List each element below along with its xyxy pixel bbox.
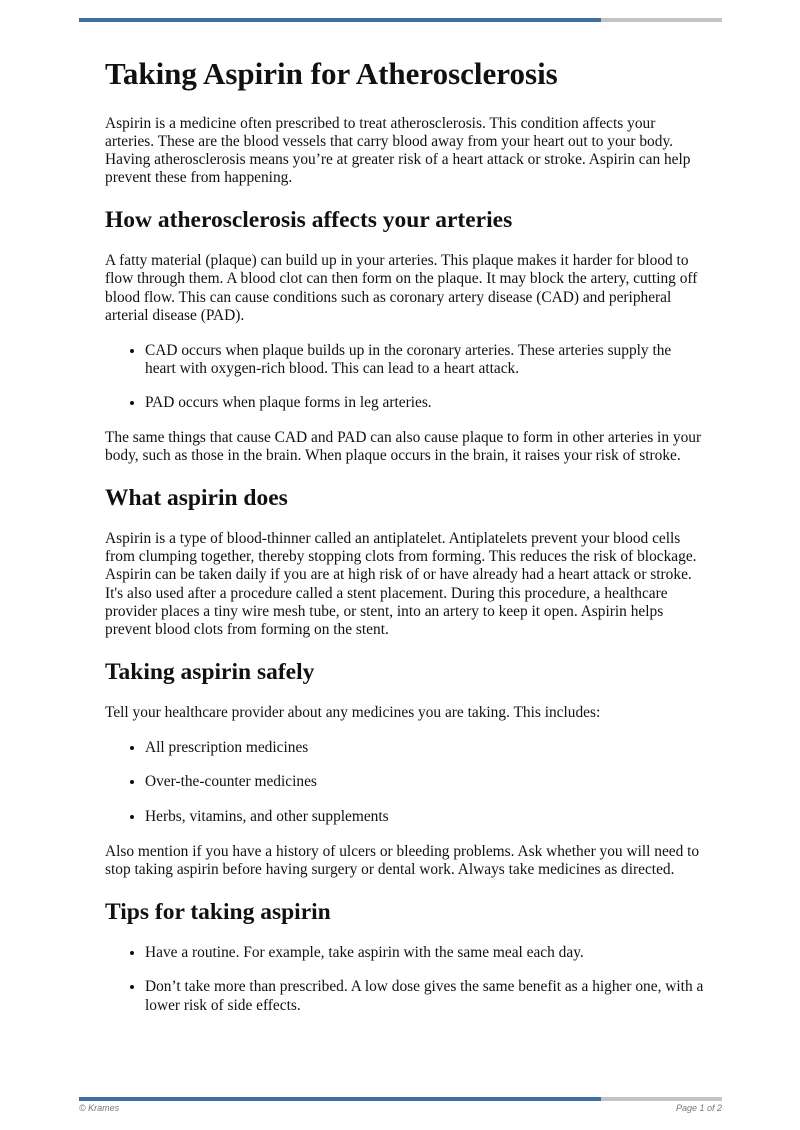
section-heading-arteries: How atherosclerosis affects your arteries — [105, 207, 513, 234]
intro-paragraph: Aspirin is a medicine often prescribed to treat atherosclerosis. This condition affects your arteries. These are the blood vessels that carry blood away from your heart out to your body. Having atherosclerosis means you’re at greater risk of a heart attack or stroke. Aspirin can help prevent these from happening. — [105, 115, 691, 187]
list-item: • Herbs, vitamins, and other supplements — [145, 808, 705, 826]
paragraph: The same things that cause CAD and PAD can also cause plaque to form in other arteries in your body, such as those in the brain. When plaque occurs in the brain, it raises your risk of stroke. — [105, 429, 702, 465]
document-body — [105, 52, 705, 1031]
paragraph: Tell your healthcare provider about any medicines you are taking. This includes: — [105, 703, 601, 721]
footer-copyright: © Krames — [79, 1103, 120, 1113]
paragraph: A fatty material (plaque) can build up in your arteries. This plaque makes it harder for blood to flow through them. A blood clot can then form on the plaque. It may block the artery, cutting off blood flow. This can cause conditions such as coronary artery disease (CAD) and peripheral arterial disease (PAD). — [105, 252, 698, 324]
section-heading-what-aspirin-does: What aspirin does — [105, 485, 288, 512]
paragraph: Aspirin is a type of blood-thinner called an antiplatelet. Antiplatelets prevent your blood cells from clumping together, thereby stopping clots from forming. This reduces the risk of blockage. Aspirin can be taken daily if you are at high risk of or have already had a heart attack or stroke. It's also used after a procedure called a stent placement. During this procedure, a healthcare provider places a tiny wire mesh tube, or stent, into an artery to keep it open. Aspirin helps prevent blood clots from forming on the stent. — [105, 530, 697, 638]
header-rule — [79, 18, 722, 22]
list-item: • All prescription medicines — [145, 739, 705, 757]
bullet-list — [105, 739, 705, 826]
header-rule-accent — [79, 18, 601, 22]
bullet-list — [105, 944, 705, 1015]
bullet-list — [105, 342, 705, 413]
paragraph: Also mention if you have a history of ulcers or bleeding problems. Ask whether you will need to stop taking aspirin before having surgery or dental work. Always take medicines as directed. — [105, 842, 700, 878]
header-rule-rest — [601, 18, 722, 22]
footer-rule-rest — [601, 1097, 722, 1101]
list-item: • PAD occurs when plaque forms in leg arteries. — [145, 394, 705, 412]
list-item: • Don’t take more than prescribed. A low dose gives the same benefit as a higher one, with a lower risk of side effects. — [145, 978, 705, 1014]
section-heading-tips: Tips for taking aspirin — [105, 898, 331, 925]
footer-page-number: Page 1 of 2 — [675, 1103, 722, 1113]
list-item: • CAD occurs when plaque builds up in the coronary arteries. These arteries supply the heart with oxygen-rich blood. This can lead to a heart attack. — [145, 342, 705, 378]
page-title: Taking Aspirin for Atherosclerosis — [105, 56, 558, 91]
section-heading-safety: Taking aspirin safely — [105, 658, 315, 685]
list-item: • Have a routine. For example, take aspirin with the same meal each day. — [145, 944, 705, 962]
footer-rule — [79, 1097, 722, 1101]
list-item: • Over-the-counter medicines — [145, 773, 705, 791]
footer-rule-accent — [79, 1097, 601, 1101]
